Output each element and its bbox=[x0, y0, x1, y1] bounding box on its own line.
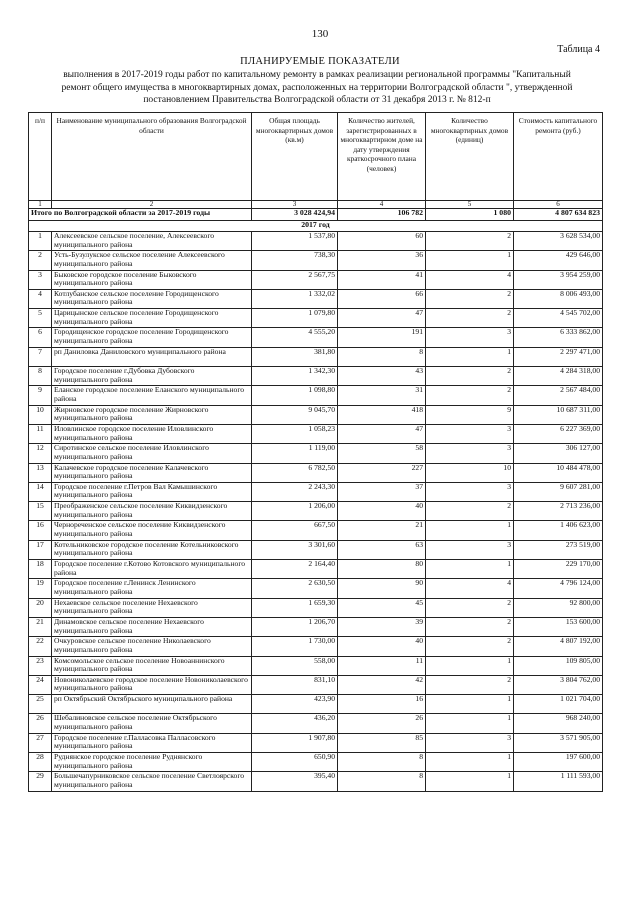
repair-cost: 8 006 493,00 bbox=[514, 289, 603, 308]
municipality-name: Еланское городское поселение Еланского муниципального района bbox=[52, 386, 252, 405]
municipality-name: Большечапурниковское сельское поселение Светлоярского муниципального района bbox=[52, 772, 252, 791]
repair-cost: 229 170,00 bbox=[514, 560, 603, 579]
subtitle-line: постановлением Правительства Волгоградской области от 31 декабря 2013 г. № 812-п bbox=[143, 95, 491, 105]
row-number: 2 bbox=[29, 251, 52, 270]
houses-count: 3 bbox=[426, 444, 514, 463]
municipality-name: Жирновское городское поселение Жирновского муниципального района bbox=[52, 405, 252, 424]
repair-cost: 10 687 311,00 bbox=[514, 405, 603, 424]
houses-count: 2 bbox=[426, 637, 514, 656]
total-area: 3 301,60 bbox=[252, 540, 338, 559]
table-row bbox=[29, 424, 603, 443]
residents-count: 85 bbox=[338, 733, 426, 752]
houses-count: 1 bbox=[426, 772, 514, 791]
column-number: 1 bbox=[29, 201, 52, 209]
residents-count: 31 bbox=[338, 386, 426, 405]
row-number: 1 bbox=[29, 232, 52, 251]
row-number: 19 bbox=[29, 579, 52, 598]
table-row bbox=[29, 521, 603, 540]
total-area: 2 630,50 bbox=[252, 579, 338, 598]
table-row bbox=[29, 251, 603, 270]
total-area: 1 206,70 bbox=[252, 617, 338, 636]
municipality-name: Царицынское сельское поселение Городищенского муниципального района bbox=[52, 309, 252, 328]
residents-count: 11 bbox=[338, 656, 426, 675]
table-row bbox=[29, 309, 603, 328]
houses-count: 2 bbox=[426, 386, 514, 405]
residents-count: 39 bbox=[338, 617, 426, 636]
total-area: 4 555,20 bbox=[252, 328, 338, 347]
repair-cost: 197 600,00 bbox=[514, 753, 603, 772]
header-houses: Количество многоквартирных домов (единиц) bbox=[426, 113, 514, 201]
municipality-name: Преображенское сельское поселение Киквидзенского муниципального района bbox=[52, 502, 252, 521]
document-title: ПЛАНИРУЕМЫЕ ПОКАЗАТЕЛИ bbox=[240, 56, 400, 67]
table-row bbox=[29, 695, 603, 714]
municipality-name: Быковское городское поселение Быковского муниципального района bbox=[52, 270, 252, 289]
houses-count: 1 bbox=[426, 656, 514, 675]
total-area: 1 342,30 bbox=[252, 367, 338, 386]
total-area: 650,90 bbox=[252, 753, 338, 772]
repair-cost: 1 111 593,00 bbox=[514, 772, 603, 791]
row-number: 14 bbox=[29, 482, 52, 501]
total-area: 667,50 bbox=[252, 521, 338, 540]
table-row bbox=[29, 463, 603, 482]
municipality-name: Очкуровское сельское поселение Николаевского муниципального района bbox=[52, 637, 252, 656]
repair-cost: 6 227 369,00 bbox=[514, 424, 603, 443]
houses-count: 2 bbox=[426, 598, 514, 617]
residents-count: 60 bbox=[338, 232, 426, 251]
municipality-name: Котельниковское городское поселение Котельниковского муниципального района bbox=[52, 540, 252, 559]
municipality-name: Иловлинское городское поселение Иловлинского муниципального района bbox=[52, 424, 252, 443]
row-number: 3 bbox=[29, 270, 52, 289]
total-area: 558,00 bbox=[252, 656, 338, 675]
table-row bbox=[29, 232, 603, 251]
houses-count: 1 bbox=[426, 753, 514, 772]
row-number: 21 bbox=[29, 617, 52, 636]
municipality-name: Чернореченское сельское поселение Киквидзенского муниципального района bbox=[52, 521, 252, 540]
municipality-name: Городское поселение г.Ленинск Ленинского муниципального района bbox=[52, 579, 252, 598]
municipality-name: Сиротинское сельское поселение Иловлинского муниципального района bbox=[52, 444, 252, 463]
column-number-row bbox=[29, 201, 603, 209]
total-area: 1 206,00 bbox=[252, 502, 338, 521]
residents-count: 8 bbox=[338, 772, 426, 791]
repair-cost: 3 804 762,00 bbox=[514, 675, 603, 694]
houses-count: 3 bbox=[426, 482, 514, 501]
residents-count: 90 bbox=[338, 579, 426, 598]
table-row bbox=[29, 444, 603, 463]
repair-cost: 4 807 192,00 bbox=[514, 637, 603, 656]
table-row bbox=[29, 637, 603, 656]
row-number: 24 bbox=[29, 675, 52, 694]
residents-count: 41 bbox=[338, 270, 426, 289]
row-number: 17 bbox=[29, 540, 52, 559]
subtitle-line: ремонт общего имущества в многоквартирных домах, расположенных на территории Волгоградской области ", утвержденной bbox=[61, 82, 573, 93]
houses-count: 1 bbox=[426, 521, 514, 540]
table-row bbox=[29, 289, 603, 308]
repair-cost: 4 545 702,00 bbox=[514, 309, 603, 328]
houses-count: 1 bbox=[426, 560, 514, 579]
row-number: 11 bbox=[29, 424, 52, 443]
repair-cost: 429 646,00 bbox=[514, 251, 603, 270]
total-area: 738,30 bbox=[252, 251, 338, 270]
header-cost: Стоимость капитального ремонта (руб.) bbox=[514, 113, 603, 201]
repair-cost: 4 796 124,00 bbox=[514, 579, 603, 598]
row-number: 8 bbox=[29, 367, 52, 386]
row-number: 15 bbox=[29, 502, 52, 521]
total-houses: 1 080 bbox=[426, 209, 514, 221]
municipality-name: Динамовское сельское поселение Нехаевского муниципального района bbox=[52, 617, 252, 636]
repair-cost: 3 571 905,00 bbox=[514, 733, 603, 752]
header-name: Наименование муниципального образования Волгоградской области bbox=[52, 113, 252, 201]
row-number: 5 bbox=[29, 309, 52, 328]
row-number: 18 bbox=[29, 560, 52, 579]
residents-count: 21 bbox=[338, 521, 426, 540]
repair-cost: 2 297 471,00 bbox=[514, 347, 603, 366]
municipality-name: Городское поселение г.Котово Котовского муниципального района bbox=[52, 560, 252, 579]
houses-count: 3 bbox=[426, 540, 514, 559]
total-residents: 106 782 bbox=[338, 209, 426, 221]
total-area: 9 045,70 bbox=[252, 405, 338, 424]
header-area: Общая площадь многоквартирных домов (кв.м) bbox=[252, 113, 338, 201]
table-row bbox=[29, 772, 603, 791]
municipality-name: Городское поселение г.Дубовка Дубовского муниципального района bbox=[52, 367, 252, 386]
repair-cost: 6 333 862,00 bbox=[514, 328, 603, 347]
houses-count: 2 bbox=[426, 502, 514, 521]
row-number: 20 bbox=[29, 598, 52, 617]
total-row bbox=[29, 209, 603, 221]
indicators-table bbox=[28, 112, 603, 792]
houses-count: 2 bbox=[426, 289, 514, 308]
header-row bbox=[29, 113, 603, 201]
municipality-name: Городское поселение г.Палласовка Палласовского муниципального района bbox=[52, 733, 252, 752]
houses-count: 9 bbox=[426, 405, 514, 424]
houses-count: 4 bbox=[426, 270, 514, 289]
column-number: 5 bbox=[426, 201, 514, 209]
repair-cost: 4 284 318,00 bbox=[514, 367, 603, 386]
table-row bbox=[29, 405, 603, 424]
total-area: 1 537,80 bbox=[252, 232, 338, 251]
table-row bbox=[29, 656, 603, 675]
municipality-name: Калачевское городское поселение Калачевского муниципального района bbox=[52, 463, 252, 482]
repair-cost: 10 484 478,00 bbox=[514, 463, 603, 482]
table-row bbox=[29, 482, 603, 501]
residents-count: 227 bbox=[338, 463, 426, 482]
table-label: Таблица 4 bbox=[557, 44, 600, 55]
municipality-name: Котлубанское сельское поселение Городищенского муниципального района bbox=[52, 289, 252, 308]
residents-count: 63 bbox=[338, 540, 426, 559]
residents-count: 26 bbox=[338, 714, 426, 733]
row-number: 26 bbox=[29, 714, 52, 733]
houses-count: 3 bbox=[426, 328, 514, 347]
residents-count: 36 bbox=[338, 251, 426, 270]
municipality-name: Нехаевское сельское поселение Нехаевского муниципального района bbox=[52, 598, 252, 617]
municipality-name: Усть-Бузулукское сельское поселение Алексеевского муниципального района bbox=[52, 251, 252, 270]
houses-count: 10 bbox=[426, 463, 514, 482]
row-number: 13 bbox=[29, 463, 52, 482]
residents-count: 191 bbox=[338, 328, 426, 347]
municipality-name: Руднянское городское поселение Руднянского муниципального района bbox=[52, 753, 252, 772]
total-area: 1 659,30 bbox=[252, 598, 338, 617]
document-subtitle bbox=[34, 69, 600, 107]
residents-count: 8 bbox=[338, 753, 426, 772]
repair-cost: 1 021 704,00 bbox=[514, 695, 603, 714]
houses-count: 2 bbox=[426, 675, 514, 694]
total-area: 1 079,80 bbox=[252, 309, 338, 328]
houses-count: 1 bbox=[426, 251, 514, 270]
table-row bbox=[29, 502, 603, 521]
row-number: 22 bbox=[29, 637, 52, 656]
houses-count: 4 bbox=[426, 579, 514, 598]
residents-count: 43 bbox=[338, 367, 426, 386]
table-row bbox=[29, 714, 603, 733]
total-area: 3 028 424,94 bbox=[252, 209, 338, 221]
total-area: 423,90 bbox=[252, 695, 338, 714]
table-row bbox=[29, 270, 603, 289]
table-row bbox=[29, 328, 603, 347]
repair-cost: 2 567 484,00 bbox=[514, 386, 603, 405]
houses-count: 3 bbox=[426, 733, 514, 752]
residents-count: 80 bbox=[338, 560, 426, 579]
total-area: 1 058,23 bbox=[252, 424, 338, 443]
residents-count: 40 bbox=[338, 502, 426, 521]
row-number: 29 bbox=[29, 772, 52, 791]
municipality-name: Алексеевское сельское поселение, Алексеевского муниципального района bbox=[52, 232, 252, 251]
header-residents: Количество жителей, зарегистрированных в многоквартирном доме на дату утверждения краткосрочного плана (человек) bbox=[338, 113, 426, 201]
row-number: 9 bbox=[29, 386, 52, 405]
residents-count: 42 bbox=[338, 675, 426, 694]
total-cost: 4 807 634 823 bbox=[514, 209, 603, 221]
row-number: 4 bbox=[29, 289, 52, 308]
table-row bbox=[29, 386, 603, 405]
table-row bbox=[29, 598, 603, 617]
residents-count: 47 bbox=[338, 309, 426, 328]
residents-count: 58 bbox=[338, 444, 426, 463]
repair-cost: 3 628 534,00 bbox=[514, 232, 603, 251]
table-row bbox=[29, 675, 603, 694]
municipality-name: Городищенское городское поселение Городищенского муниципального района bbox=[52, 328, 252, 347]
total-area: 1 098,80 bbox=[252, 386, 338, 405]
repair-cost: 1 406 623,00 bbox=[514, 521, 603, 540]
residents-count: 418 bbox=[338, 405, 426, 424]
row-number: 12 bbox=[29, 444, 52, 463]
total-area: 6 782,50 bbox=[252, 463, 338, 482]
total-area: 436,20 bbox=[252, 714, 338, 733]
header-num: п/п bbox=[29, 113, 52, 201]
table-row bbox=[29, 347, 603, 366]
municipality-name: Городское поселение г.Петров Вал Камышинского муниципального района bbox=[52, 482, 252, 501]
total-label: Итого по Волгоградской области за 2017-2019 годы bbox=[29, 209, 252, 221]
total-area: 1 907,80 bbox=[252, 733, 338, 752]
municipality-name: Шебалиновское сельское поселение Октябрьского муниципального района bbox=[52, 714, 252, 733]
table-row bbox=[29, 367, 603, 386]
municipality-name: Новониколаевское городское поселение Новониколаевского муниципального района bbox=[52, 675, 252, 694]
total-area: 2 243,30 bbox=[252, 482, 338, 501]
repair-cost: 306 127,00 bbox=[514, 444, 603, 463]
total-area: 395,40 bbox=[252, 772, 338, 791]
total-area: 2 164,40 bbox=[252, 560, 338, 579]
residents-count: 40 bbox=[338, 637, 426, 656]
column-number: 3 bbox=[252, 201, 338, 209]
repair-cost: 109 805,00 bbox=[514, 656, 603, 675]
total-area: 1 332,02 bbox=[252, 289, 338, 308]
repair-cost: 273 519,00 bbox=[514, 540, 603, 559]
year-label: 2017 год bbox=[29, 221, 603, 232]
residents-count: 37 bbox=[338, 482, 426, 501]
houses-count: 2 bbox=[426, 367, 514, 386]
repair-cost: 153 600,00 bbox=[514, 617, 603, 636]
houses-count: 1 bbox=[426, 695, 514, 714]
houses-count: 3 bbox=[426, 424, 514, 443]
total-area: 381,80 bbox=[252, 347, 338, 366]
subtitle-line: выполнения в 2017-2019 годы работ по капитальному ремонту в рамках реализации региональной программы "Капитальный bbox=[63, 70, 571, 80]
total-area: 1 730,00 bbox=[252, 637, 338, 656]
row-number: 16 bbox=[29, 521, 52, 540]
row-number: 6 bbox=[29, 328, 52, 347]
column-number: 4 bbox=[338, 201, 426, 209]
residents-count: 66 bbox=[338, 289, 426, 308]
row-number: 23 bbox=[29, 656, 52, 675]
column-number: 2 bbox=[52, 201, 252, 209]
repair-cost: 9 607 281,00 bbox=[514, 482, 603, 501]
residents-count: 45 bbox=[338, 598, 426, 617]
repair-cost: 3 954 259,00 bbox=[514, 270, 603, 289]
total-area: 2 567,75 bbox=[252, 270, 338, 289]
municipality-name: рп Даниловка Даниловского муниципального района bbox=[52, 347, 252, 366]
table-row bbox=[29, 733, 603, 752]
total-area: 831,10 bbox=[252, 675, 338, 694]
table-row bbox=[29, 579, 603, 598]
table-row bbox=[29, 617, 603, 636]
page-number: 130 bbox=[311, 28, 329, 40]
year-row bbox=[29, 221, 603, 232]
row-number: 28 bbox=[29, 753, 52, 772]
table-row bbox=[29, 560, 603, 579]
repair-cost: 92 800,00 bbox=[514, 598, 603, 617]
houses-count: 2 bbox=[426, 232, 514, 251]
residents-count: 8 bbox=[338, 347, 426, 366]
total-area: 1 119,00 bbox=[252, 444, 338, 463]
houses-count: 1 bbox=[426, 714, 514, 733]
row-number: 25 bbox=[29, 695, 52, 714]
houses-count: 2 bbox=[426, 309, 514, 328]
repair-cost: 968 240,00 bbox=[514, 714, 603, 733]
residents-count: 47 bbox=[338, 424, 426, 443]
table-row bbox=[29, 753, 603, 772]
row-number: 27 bbox=[29, 733, 52, 752]
residents-count: 16 bbox=[338, 695, 426, 714]
row-number: 7 bbox=[29, 347, 52, 366]
column-number: 6 bbox=[514, 201, 603, 209]
houses-count: 2 bbox=[426, 617, 514, 636]
table-row bbox=[29, 540, 603, 559]
row-number: 10 bbox=[29, 405, 52, 424]
municipality-name: Комсомольское сельское поселение Новоаннинского муниципального района bbox=[52, 656, 252, 675]
municipality-name: рп Октябрьский Октябрьского муниципального района bbox=[52, 695, 252, 714]
repair-cost: 2 713 236,00 bbox=[514, 502, 603, 521]
houses-count: 1 bbox=[426, 347, 514, 366]
